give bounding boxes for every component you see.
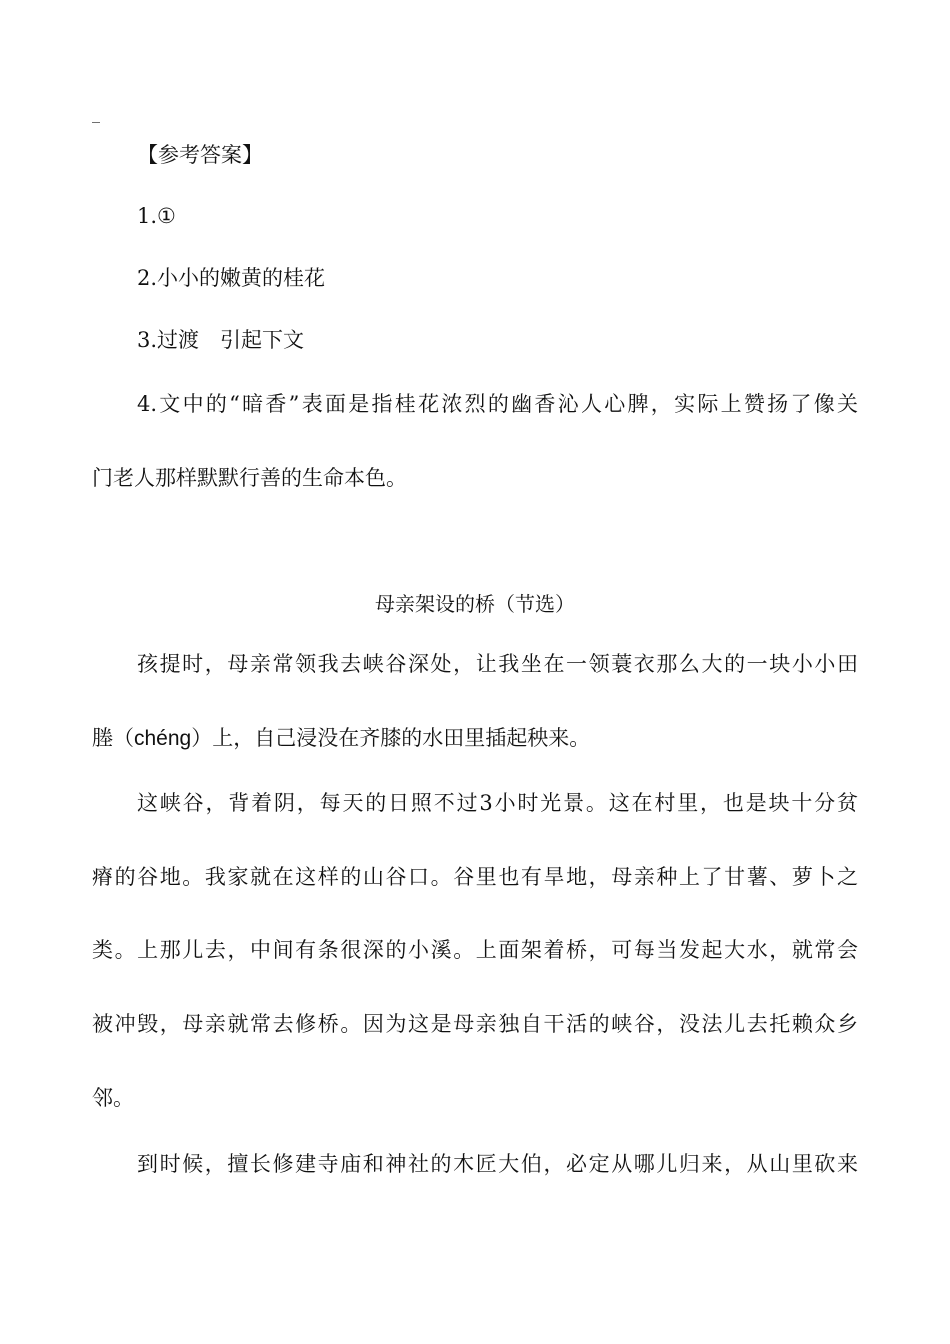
paragraph-2-line-2: 瘠的谷地。我家就在这样的山谷口。谷里也有旱地，母亲种上了甘薯、萝卜之 xyxy=(92,865,858,889)
answers-heading: 【参考答案】 xyxy=(137,143,263,167)
answer-4-line-1: 4.文中的“暗香”表面是指桂花浓烈的幽香沁人心脾，实际上赞扬了像关 xyxy=(137,392,858,416)
paragraph-1-line-2-start: 塍（ xyxy=(92,726,134,750)
paragraph-1-line-2-end: ）上，自己浸没在齐膝的水田里插起秧来。 xyxy=(191,726,591,750)
pinyin-annotation: chéng xyxy=(134,727,192,750)
answer-4-line-2: 门老人那样默默行善的生命本色。 xyxy=(92,466,407,490)
article-title: 母亲架设的桥（节选） xyxy=(375,592,575,616)
paragraph-1-line-2 xyxy=(92,723,590,754)
top-mark: _ xyxy=(92,104,100,123)
answer-1: 1.① xyxy=(137,204,176,228)
paragraph-2-line-4: 被冲毁，母亲就常去修桥。因为这是母亲独自干活的峡谷，没法儿去托赖众乡 xyxy=(92,1012,858,1036)
paragraph-2-line-5: 邻。 xyxy=(92,1086,134,1110)
answer-3: 3.过渡 引起下文 xyxy=(137,328,305,352)
paragraph-3-line-1: 到时候，擅长修建寺庙和神社的木匠大伯，必定从哪儿归来，从山里砍来 xyxy=(137,1152,858,1176)
answer-2: 2.小小的嫩黄的桂花 xyxy=(137,266,326,290)
paragraph-1-line-1: 孩提时，母亲常领我去峡谷深处，让我坐在一领蓑衣那么大的一块小小田 xyxy=(137,652,858,676)
paragraph-2-line-1: 这峡谷，背着阴，每天的日照不过3小时光景。这在村里，也是块十分贫 xyxy=(137,791,858,815)
paragraph-2-line-3: 类。上那儿去，中间有条很深的小溪。上面架着桥，可每当发起大水，就常会 xyxy=(92,938,858,962)
